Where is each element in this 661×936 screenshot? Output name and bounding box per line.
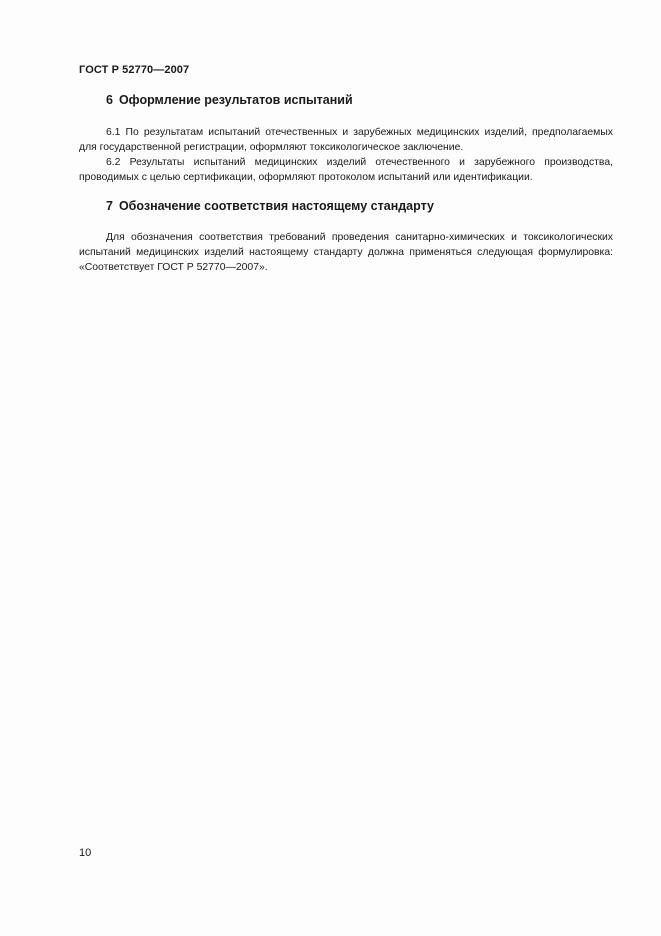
section-7-number: 7 <box>106 199 113 213</box>
paragraph-6-2: 6.2 Результаты испытаний медицинских изделий отечественного и зарубежного производства, проводимых с целью сертификации, оформляют протоколом испытаний или идентификации. <box>79 157 613 183</box>
document-code-header: ГОСТ Р 52770—2007 <box>79 64 190 76</box>
paragraph-7: Для обозначения соответствия требований проведения санитарно-химических и токсикологических испытаний медицинских изделий настоящему стандарту должна применяться следующая формулировка: «Соответствует ГОСТ Р 52770—2007». <box>79 232 613 273</box>
page-number: 10 <box>79 847 92 859</box>
section-6-number: 6 <box>106 93 113 107</box>
section-6-title: Оформление результатов испытаний <box>118 93 353 107</box>
section-6-heading <box>106 93 353 107</box>
section-7-title: Обозначение соответствия настоящему стандарту <box>118 199 434 213</box>
paragraph-6-1: 6.1 По результатам испытаний отечественных и зарубежных медицинских изделий, предполагаемых для государственной регистрации, оформляют токсикологическое заключение. <box>79 127 613 153</box>
section-7-heading <box>106 199 434 213</box>
